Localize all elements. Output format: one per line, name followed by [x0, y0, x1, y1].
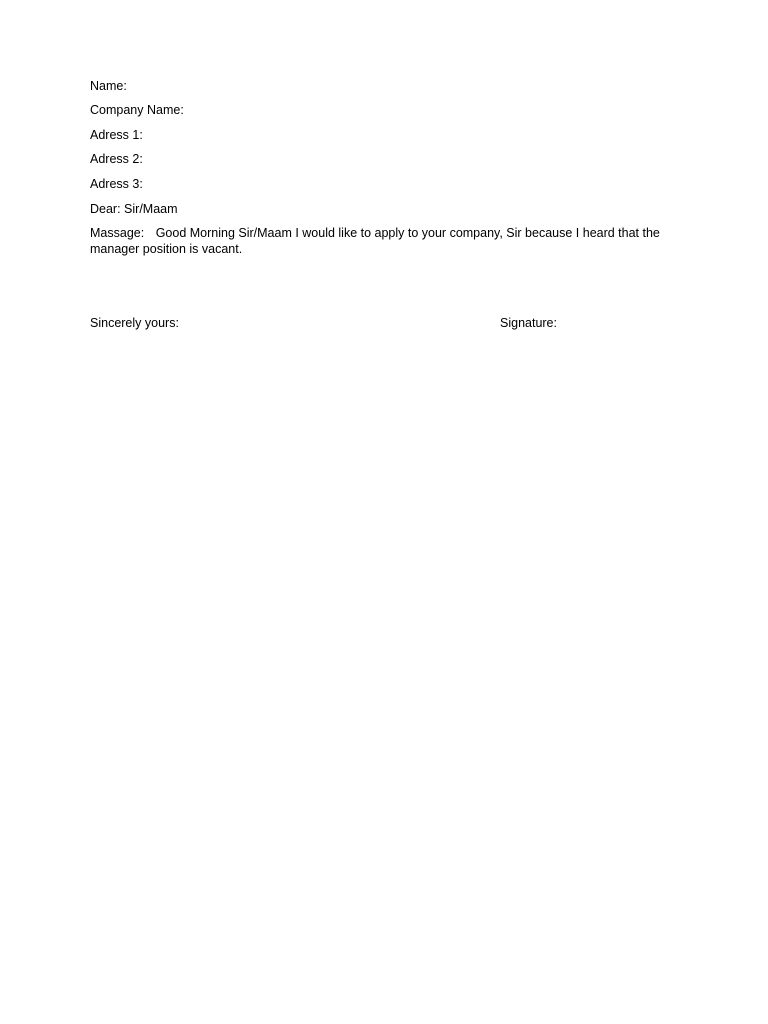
address-1-label: Adress 1: — [90, 128, 143, 142]
message-paragraph — [90, 226, 680, 257]
address-3-label: Adress 3: — [90, 177, 143, 191]
message-text: Good Morning Sir/Maam I would like to apply to your company, Sir because I heard that the manager position is vacant. — [90, 226, 660, 256]
closing: Sincerely yours: — [90, 316, 179, 330]
company-name-label: Company Name: — [90, 103, 184, 117]
message-label: Massage: — [90, 226, 145, 240]
greeting: Dear: Sir/Maam — [90, 202, 178, 216]
address-2-label: Adress 2: — [90, 152, 143, 166]
name-label: Name: — [90, 79, 127, 93]
signature-label: Signature: — [500, 316, 557, 330]
